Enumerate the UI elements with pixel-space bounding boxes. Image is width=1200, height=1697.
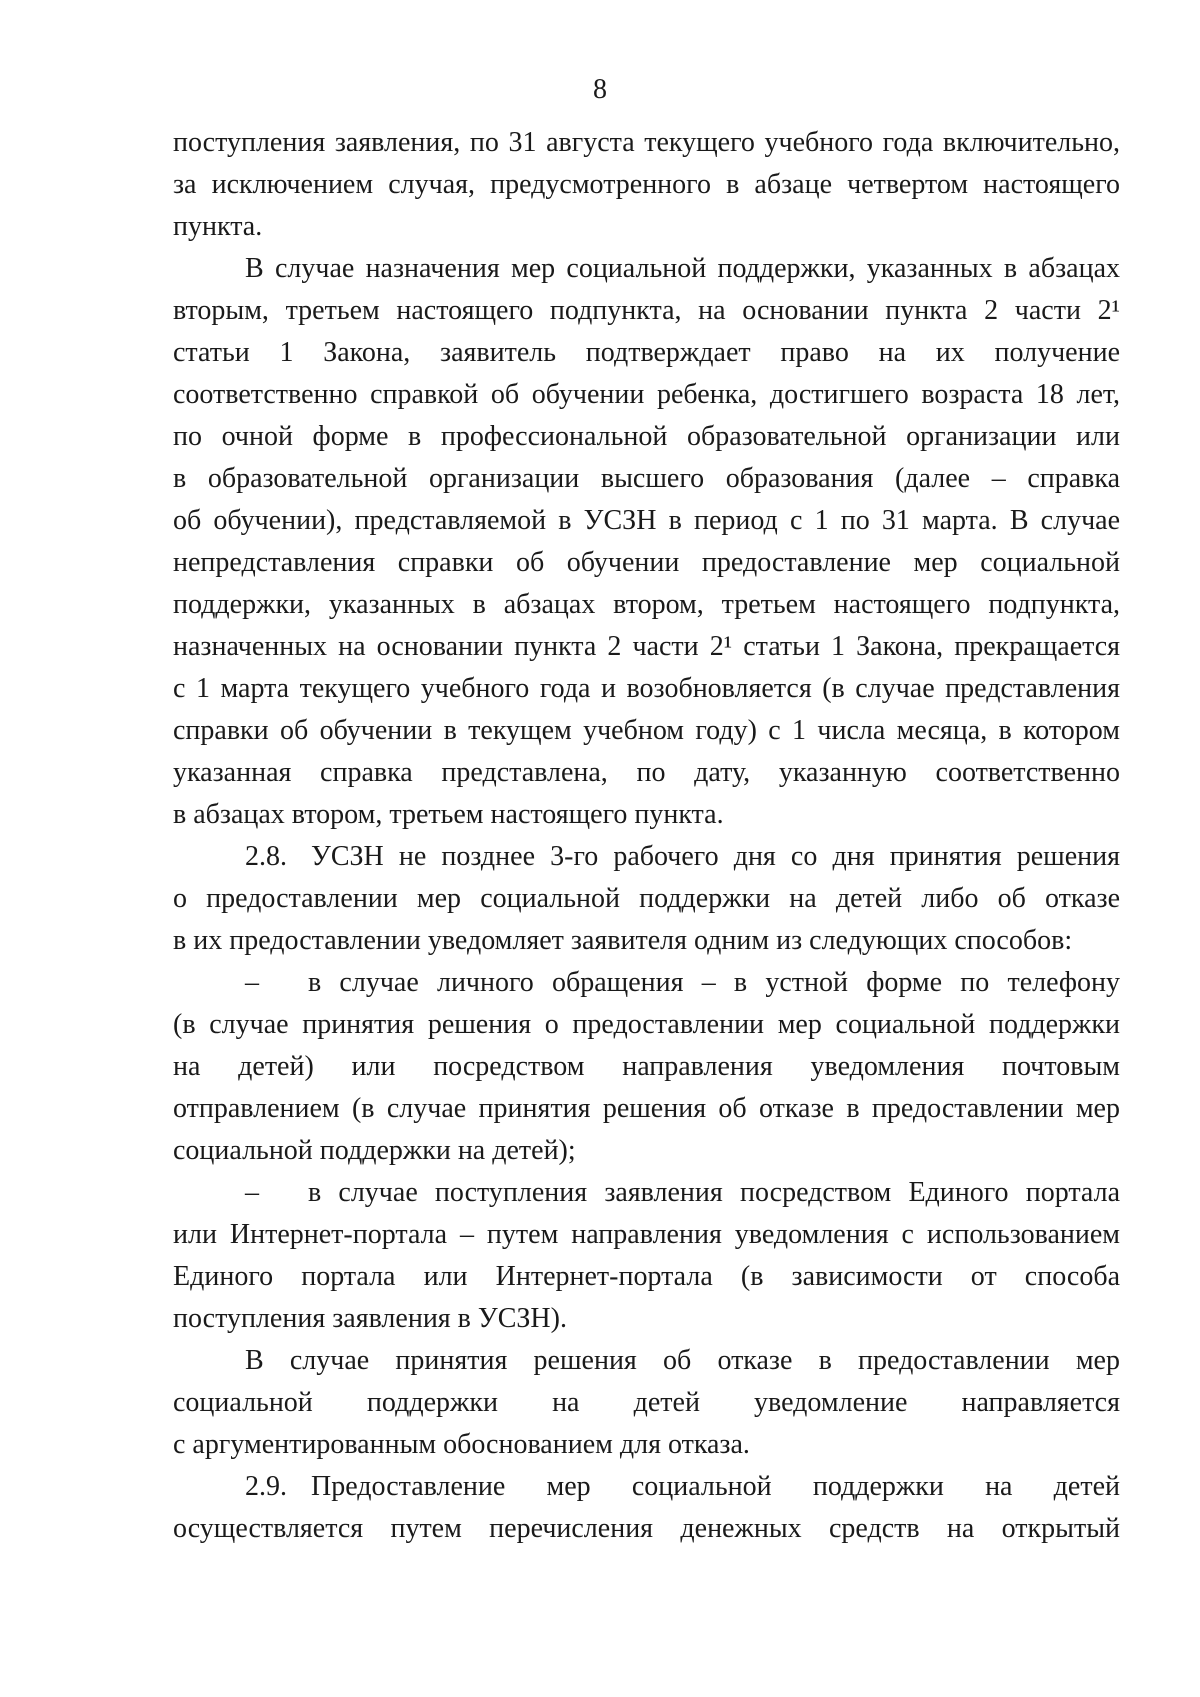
text-line: указанная справка представлена, по дату, указанную соответственно	[173, 757, 1120, 788]
text-line: в случае поступления заявления посредством Единого портала	[308, 1177, 1120, 1208]
paragraph-continuation	[173, 122, 1120, 248]
text-line: социальной поддержки на детей);	[173, 1135, 576, 1166]
text-line: осуществляется путем перечисления денежных средств на открытый	[173, 1513, 1120, 1544]
text-line: в абзацах втором, третьем настоящего пункта.	[173, 799, 724, 830]
text-line: социальной поддержки на детей уведомление направляется	[173, 1387, 1120, 1418]
text-line: соответственно справкой об обучении ребенка, достигшего возраста 18 лет,	[173, 379, 1120, 410]
page-number: 8	[593, 74, 607, 105]
paragraph-2-9	[173, 1466, 1120, 1550]
dash-marker: –	[245, 1177, 259, 1208]
text-line: непредставления справки об обучении предоставление мер социальной	[173, 547, 1120, 578]
numbered-line	[173, 836, 1120, 878]
text-line: по очной форме в профессиональной образовательной организации или	[173, 421, 1120, 452]
text-line: или Интернет-портала – путем направления уведомления с использованием	[173, 1219, 1120, 1250]
text-line: в случае личного обращения – в устной форме по телефону	[308, 967, 1120, 998]
text-line: за исключением случая, предусмотренного в абзаце четвертом настоящего	[173, 169, 1120, 200]
paragraph-refusal	[173, 1340, 1120, 1466]
paragraph-training-certificate	[173, 248, 1120, 836]
dash-marker: –	[245, 967, 259, 998]
text-line: назначенных на основании пункта 2 части 2¹ статьи 1 Закона, прекращается	[173, 631, 1120, 662]
text-line: (в случае принятия решения о предоставлении мер социальной поддержки	[173, 1009, 1120, 1040]
text-line: в образовательной организации высшего образования (далее – справка	[173, 463, 1120, 494]
text-line: с аргументированным обоснованием для отказа.	[173, 1429, 750, 1460]
document-body	[173, 122, 1120, 1550]
text-line: отправлением (в случае принятия решения об отказе в предоставлении мер	[173, 1093, 1120, 1124]
text-line: В случае принятия решения об отказе в предоставлении мер	[245, 1345, 1120, 1376]
clause-number: 2.9.	[245, 1471, 287, 1502]
text-line: Предоставление мер социальной поддержки на детей	[311, 1471, 1120, 1502]
text-line: В случае назначения мер социальной поддержки, указанных в абзацах	[245, 253, 1120, 284]
text-line: с 1 марта текущего учебного года и возобновляется (в случае представления	[173, 673, 1120, 704]
clause-number: 2.8.	[245, 841, 287, 872]
text-line: на детей) или посредством направления уведомления почтовым	[173, 1051, 1120, 1082]
numbered-line	[173, 1466, 1120, 1508]
text-line: пункта.	[173, 211, 263, 242]
text-line: Единого портала или Интернет-портала (в зависимости от способа	[173, 1261, 1120, 1292]
text-line: УСЗН не позднее 3-го рабочего дня со дня принятия решения	[311, 841, 1120, 872]
text-line: об обучении), представляемой в УСЗН в период с 1 по 31 марта. В случае	[173, 505, 1120, 536]
list-item	[173, 962, 1120, 1172]
text-line: в их предоставлении уведомляет заявителя одним из следующих способов:	[173, 925, 1073, 956]
dash-line	[173, 1172, 1120, 1214]
text-line: о предоставлении мер социальной поддержки на детей либо об отказе	[173, 883, 1120, 914]
dash-line	[173, 962, 1120, 1004]
text-line: поддержки, указанных в абзацах втором, третьем настоящего подпункта,	[173, 589, 1120, 620]
text-line: поступления заявления в УСЗН).	[173, 1303, 567, 1334]
paragraph-2-8	[173, 836, 1120, 962]
text-line: вторым, третьем настоящего подпункта, на основании пункта 2 части 2¹	[173, 295, 1120, 326]
text-line: справки об обучении в текущем учебном году) с 1 числа месяца, в котором	[173, 715, 1120, 746]
text-line: статьи 1 Закона, заявитель подтверждает право на их получение	[173, 337, 1120, 368]
text-line: поступления заявления, по 31 августа текущего учебного года включительно,	[173, 127, 1120, 158]
list-item	[173, 1172, 1120, 1340]
